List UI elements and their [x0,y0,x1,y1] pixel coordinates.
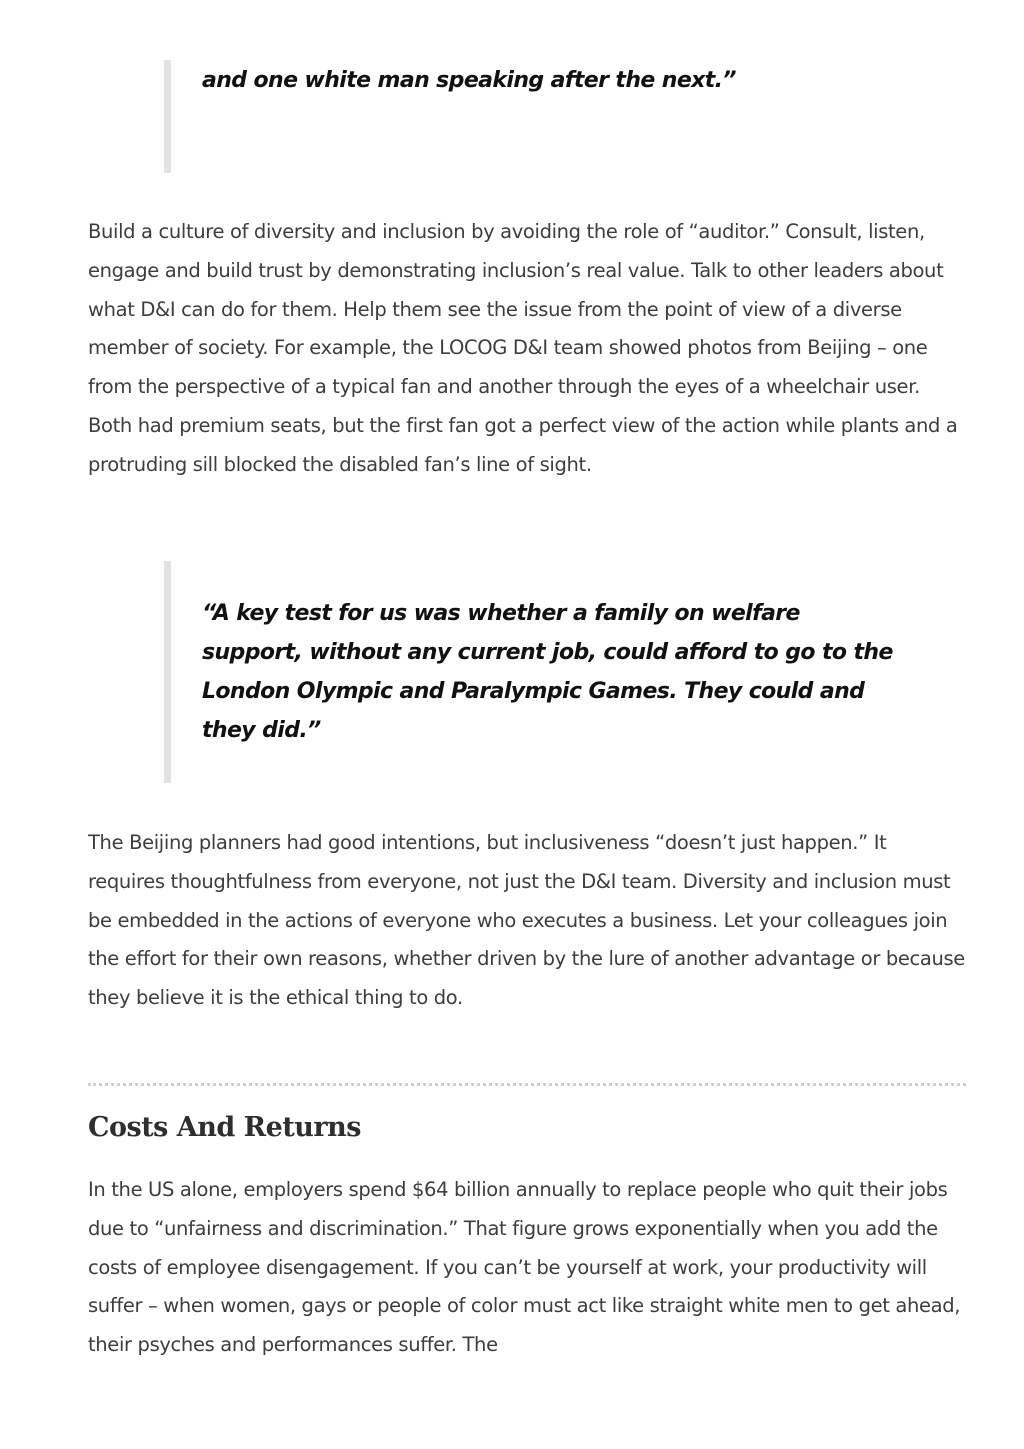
blockquote-top [164,60,904,173]
blockquote-welfare [164,561,904,783]
paragraph-culture: Build a culture of diversity and inclusion by avoiding the role of “auditor.” Consult, listen, engage and build trust by demonstrating inclusion’s real value. Talk to other leaders about what D&I can do for them. Help them see the issue from the point of view of a diverse member of society. For example, the LOCOG D&I team showed photos from Beijing – one from the perspective of a typical fan and another through the eyes of a wheelchair user. Both had premium seats, but the first fan got a perfect view of the action while plants and a protruding sill blocked the disabled fan’s line of sight. [88,220,958,476]
paragraph-beijing: The Beijing planners had good intentions, but inclusiveness “doesn’t just happen.” It requires thoughtfulness from everyone, not just the D&I team. Diversity and inclusion must be embedded in the actions of everyone who executes a business. Let your colleagues join the effort for their own reasons, whether driven by the lure of another advantage or because they believe it is the ethical thing to do. [88,831,965,1010]
blockquote-welfare-text: “A key test for us was whether a family on welfare support, without any current job, could afford to go to the London Olympic and Paralympic Games. They could and they did.” [202,601,893,743]
section-divider [88,1083,966,1086]
section-heading: Costs And Returns [88,1112,361,1143]
paragraph-costs: In the US alone, employers spend $64 billion annually to replace people who quit their jobs due to “unfairness and discrimination.” That figure grows exponentially when you add the costs of employee disengagement. If you can’t be yourself at work, your productivity will suffer – when women, gays or people of color must act like straight white men to get ahead, their psyches and performances suffer. The [88,1178,961,1357]
blockquote-top-text: and one white man speaking after the next.” [202,68,736,93]
